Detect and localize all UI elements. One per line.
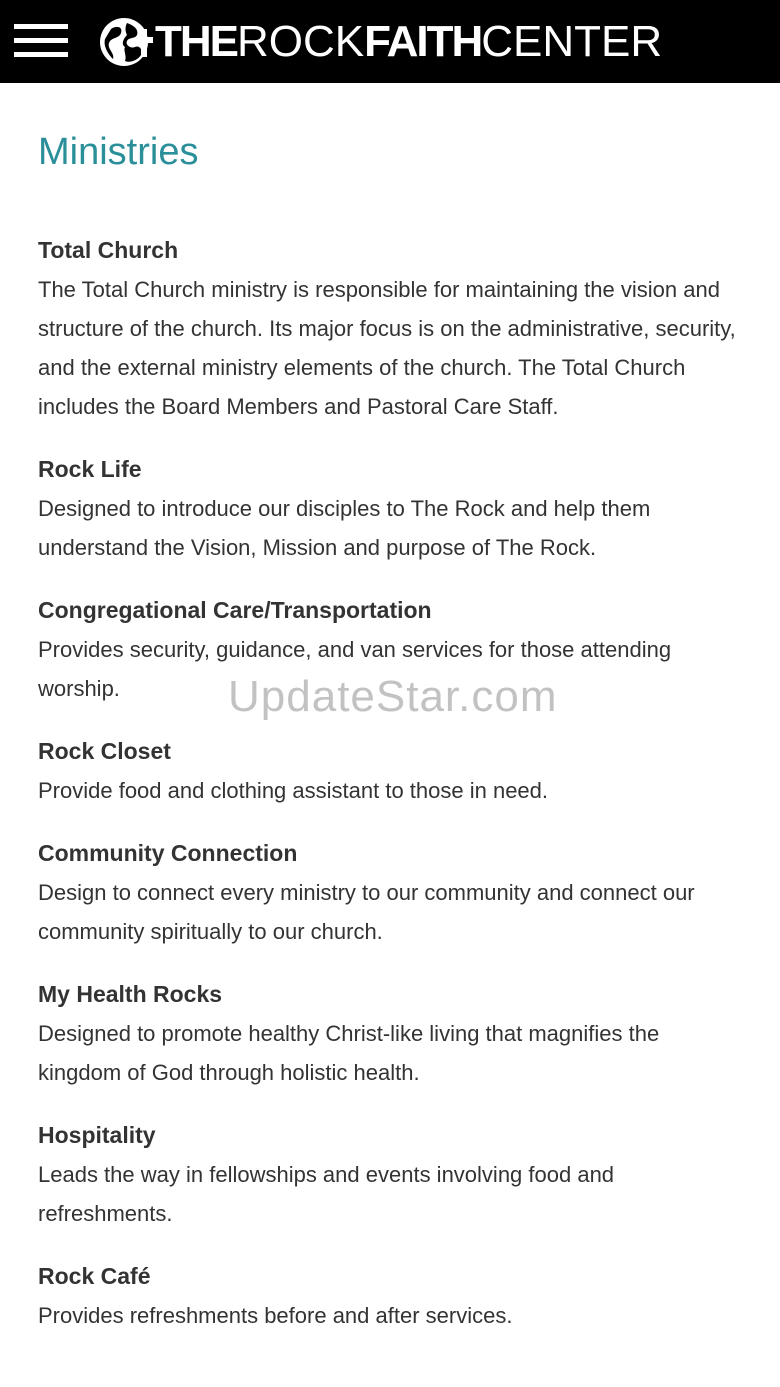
ministry-description: The Total Church ministry is responsible for maintaining the vision and structure of the church. Its major focus is on the administrative, security, and the external ministry elements of the church. The Total Church includes the Board Members and Pastoral Care Staff. (38, 277, 736, 419)
ministry-name: Rock Closet (38, 738, 171, 764)
logo-text-faith: FAITH (364, 17, 482, 66)
ministry-name: Hospitality (38, 1122, 156, 1148)
ministry-item (38, 591, 748, 708)
logo-text-center: CENTER (481, 17, 663, 66)
site-logo[interactable] (97, 15, 662, 69)
ministry-description: Provide food and clothing assistant to those in need. (38, 778, 549, 803)
watermark: UpdateStar.com (228, 672, 558, 721)
ministry-name: Congregational Care/Transportation (38, 597, 432, 623)
ministry-description: Provides security, guidance, and van services for those attending worship. (38, 637, 672, 701)
ministries-list (38, 231, 748, 1335)
logo-text-rock: ROCK (237, 17, 365, 66)
ministry-item (38, 450, 748, 567)
top-bar (0, 0, 780, 83)
ministry-name: Total Church (38, 237, 179, 263)
ministry-item (38, 732, 748, 810)
globe-icon (97, 15, 153, 69)
ministry-item (38, 231, 748, 426)
ministry-description: Provides refreshments before and after services. (38, 1303, 513, 1328)
ministry-name: My Health Rocks (38, 981, 223, 1007)
ministry-item (38, 975, 748, 1092)
ministry-item (38, 1116, 748, 1233)
page-title: Ministries (38, 131, 199, 173)
ministry-description: Design to connect every ministry to our community and connect our community spiritually to our church. (38, 880, 695, 944)
logo-text-the: THE (155, 17, 237, 66)
ministry-name: Community Connection (38, 840, 298, 866)
main-content (38, 83, 748, 1359)
ministry-description: Leads the way in fellowships and events involving food and refreshments. (38, 1162, 615, 1226)
ministry-description: Designed to introduce our disciples to The Rock and help them understand the Vision, Mission and purpose of The Rock. (38, 496, 651, 560)
ministry-name: Rock Café (38, 1263, 151, 1289)
hamburger-menu-icon[interactable] (14, 22, 68, 60)
ministry-name: Rock Life (38, 456, 142, 482)
ministry-description: Designed to promote healthy Christ-like living that magnifies the kingdom of God through holistic health. (38, 1021, 660, 1085)
ministry-item (38, 834, 748, 951)
ministry-item (38, 1257, 748, 1335)
